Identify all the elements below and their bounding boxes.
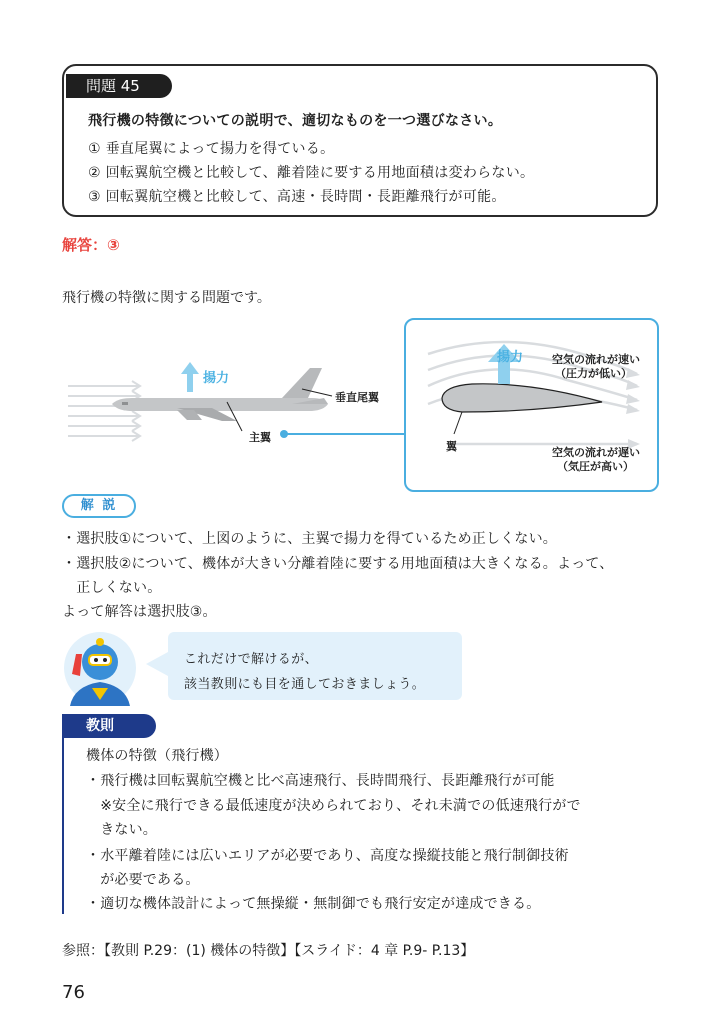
airfoil-wing-icon xyxy=(442,384,602,412)
rule-line-6: ・適切な機体設計によって無操縦・無制御でも飛行安定が達成できる。 xyxy=(86,896,541,912)
speech-line-1: これだけで解けるが、 xyxy=(184,652,319,667)
explanation-line-4: よって解答は選択肢③。 xyxy=(62,604,217,620)
page-number: 76 xyxy=(62,982,85,1003)
rule-line-4: ・水平離着陸には広いエリアが必要であり、高度な操縦技能と飛行制御技術 xyxy=(86,848,569,864)
rule-line-3: きない。 xyxy=(86,822,157,838)
slow-air-label-line2: （気圧が高い） xyxy=(557,460,634,473)
rule-line-5: が必要である。 xyxy=(86,872,200,888)
explanation-badge: 解 説 xyxy=(62,494,136,518)
intro-text: 飛行機の特徴に関する問題です。 xyxy=(62,290,271,306)
question-option-2: ② 回転翼航空機と比較して、離着陸に要する用地面積は変わらない。 xyxy=(88,165,535,181)
wing-label: 翼 xyxy=(446,440,457,453)
mascot-pilot-icon xyxy=(60,630,138,706)
callout-lift-label: 揚力 xyxy=(497,350,524,365)
rule-tab: 教則 xyxy=(62,714,156,738)
explanation-line-1: ・選択肢①について、上図のように、主翼で揚力を得ているため正しくない。 xyxy=(62,531,557,547)
question-option-1: ① 垂直尾翼によって揚力を得ている。 xyxy=(88,141,335,157)
wind-lines-icon xyxy=(68,381,140,441)
fast-air-label-line2: （圧力が低い） xyxy=(555,367,632,380)
answer-text: 解答：③ xyxy=(62,236,120,254)
question-number-tab: 問題 45 xyxy=(66,74,172,98)
speech-line-2: 該当教則にも目を通しておきましょう。 xyxy=(184,677,426,692)
question-prompt: 飛行機の特徴についての説明で、適切なものを一つ選びなさい。 xyxy=(88,113,503,129)
question-option-3: ③ 回転翼航空機と比較して、高速・長時間・長距離飛行が可能。 xyxy=(88,189,506,205)
rule-bar xyxy=(62,738,64,914)
main-wing-label: 主翼 xyxy=(249,431,271,444)
rule-line-2: ※安全に飛行できる最低速度が決められており、それ未満での低速飛行がで xyxy=(86,798,581,814)
rule-line-1: ・飛行機は回転翼航空機と比べ高速飛行、長時間飛行、長距離飛行が可能 xyxy=(86,773,555,789)
reference-text: 参照：【教則 P.29：(1) 機体の特徴】【スライド：4 章 P.9- P.13】 xyxy=(62,943,475,959)
explanation-line-2: ・選択肢②について、機体が大きい分離着陸に要する用地面積は大きくなる。よって、 xyxy=(62,556,614,572)
rule-heading: 機体の特徴（飛行機） xyxy=(86,748,228,764)
speech-bubble-tail xyxy=(146,652,168,676)
fast-air-label-line1: 空気の流れが速い xyxy=(552,353,640,366)
lift-arrow-icon xyxy=(181,362,199,392)
slow-air-label-line1: 空気の流れが遅い xyxy=(552,446,640,459)
explanation-line-3: 正しくない。 xyxy=(62,580,162,596)
lift-label: 揚力 xyxy=(203,371,230,386)
vertical-tail-label: 垂直尾翼 xyxy=(335,391,379,404)
